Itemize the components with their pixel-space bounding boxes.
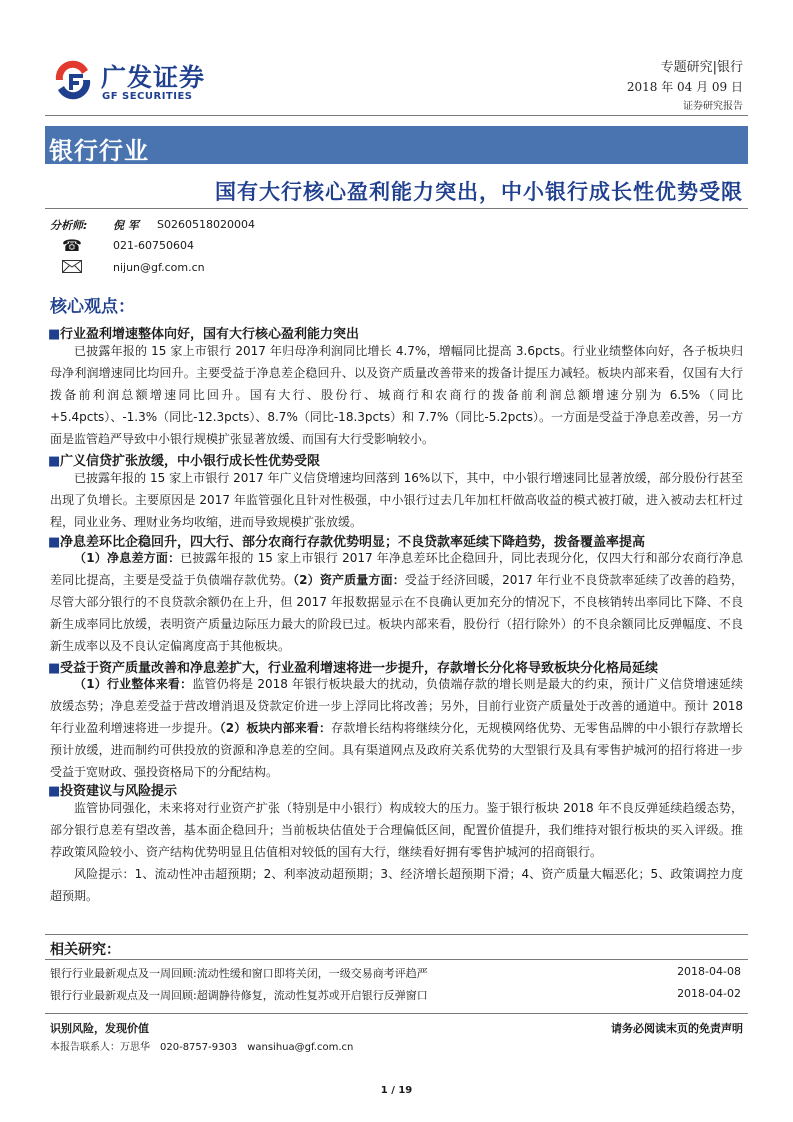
related-divider-top bbox=[45, 934, 748, 935]
footer-contact: 本报告联系人：万思华 020-8757-9303 wansihua@gf.com.cn bbox=[50, 1042, 354, 1053]
industry-banner bbox=[45, 126, 748, 164]
bullet-4-text: （1）行业整体来看：监管仍将是 2018 年银行板块最大的扰动，负债端存款的增长则是最大的约束，预计广义信贷增速延续放缓态势；净息差受益于营改增消退及贷款定价进一步上浮同比将改善；另外，目前行业资产质量处于改善的通道中。预计 2018 年行业盈利增速将进一步提升。（2）板块内部来看：存款增长结构将继续分化，无规模网络优势、无零售品牌的中小银行存款增长预计放缓，进而制约可供投放的资源和净息差的空间。具有渠道网点及政府关系优势的大型银行及具有零售护城河的招行将进一步受益于宽财政、强投资格局下的分配结构。 bbox=[50, 677, 743, 779]
bullet-4-title: ■受益于资产质量改善和净息差扩大，行业盈利增速将进一步提升，存款增长分化将导致板块分化格局延续 bbox=[48, 661, 659, 676]
mail-icon bbox=[62, 260, 82, 273]
related-heading: 相关研究： bbox=[50, 942, 120, 958]
bullet-3-text: （1）净息差方面：已披露年报的 15 家上市银行 2017 年净息差环比企稳回升，同比表现分化，仅四大行和部分农商行净息差同比提高，主要是受益于负债端存款优势。（2）资产质量方面：受益于经济回暖，2017 年行业不良贷款率延续了改善的趋势，尽管大部分银行的不良贷款余额仍在上升，但 2017 年报数据显示在不良确认更加充分的情况下，不良核销转出率同比下降、不良新生成率同比放缓，表明资产质量边际压力最大的阶段已过。板块内部来看，股份行（招行除外）的不良余额同比反弹幅度、不良新生成率以及不良认定偏离度高于其他板块。 bbox=[50, 551, 743, 653]
bullet-2-title: ■广义信贷扩张放缓，中小银行成长性优势受限 bbox=[48, 454, 321, 469]
core-heading: 核心观点： bbox=[50, 297, 135, 317]
analyst-email[interactable]: nijun@gf.com.cn bbox=[113, 261, 205, 274]
footer-slogan: 识别风险，发现价值 bbox=[50, 1022, 149, 1035]
related-item[interactable]: 银行行业最新观点及一周回顾:超调静待修复，流动性复苏或开启银行反弹窗口 bbox=[50, 989, 428, 1002]
industry-name: 银行行业 bbox=[49, 137, 149, 165]
report-title: 国有大行核心盈利能力突出，中小银行成长性优势受限 bbox=[215, 180, 743, 204]
related-item-date: 2018-04-02 bbox=[677, 987, 741, 1000]
phone-icon: ☎ bbox=[62, 236, 82, 255]
logo-chinese-name: 广发证券 bbox=[101, 63, 206, 92]
report-date: 2018 年 04 月 09 日 bbox=[626, 80, 743, 94]
bullet-5-text: 监管协同强化，未来将对行业资产扩张（特别是中小银行）构成较大的压力。鉴于银行板块 2018 年不良反弹延续趋缓态势，部分银行息差有望改善，基本面企稳回升；当前板块估值处于合理偏低区间，配置价值提升，我们维持对银行板块的买入评级。推荐政策风险较小、资产结构优势明显且估值相对较低的国有大行，继续看好拥有零售护城河的招商银行。 风险提示：1、流动性冲击超预期；2、利率波动超预期；3、经济增长超预期下滑；4、资产质量大幅恶化；5、政策调控力度超预期。 bbox=[50, 797, 743, 907]
risk-warning: 风险提示：1、流动性冲击超预期；2、利率波动超预期；3、经济增长超预期下滑；4、资产质量大幅恶化；5、政策调控力度超预期。 bbox=[50, 867, 743, 903]
footer-divider bbox=[45, 1013, 748, 1014]
logo-english-name: GF SECURITIES bbox=[102, 91, 193, 102]
bullet-5-title: ■投资建议与风险提示 bbox=[48, 784, 178, 799]
analyst-id: S0260518020004 bbox=[157, 218, 255, 231]
bullet-1-title: ■行业盈利增速整体向好，国有大行核心盈利能力突出 bbox=[48, 327, 360, 342]
footer-disclaimer[interactable]: 请务必阅读末页的免责声明 bbox=[611, 1022, 743, 1035]
gf-logo-icon bbox=[50, 58, 96, 102]
report-kind: 证券研究报告 bbox=[683, 101, 743, 112]
page-number: 1 / 19 bbox=[380, 1085, 413, 1096]
bullet-1-text: 已披露年报的 15 家上市银行 2017 年归母净利润同比增长 4.7%，增幅同比提高 3.6pcts。行业业绩整体向好，各子板块归母净利润增速同比均回升。主要受益于净息差企稳回升、以及资产质量改善带来的拨备计提压力减轻。板块内部来看，仅国有大行拨备前利润总额增速同比回升。国有大行、股份行、城商行和农商行的拨备前利润总额增速分别为 6.5%（同比+5.4pcts）、-1.3%（同比-12.3pcts）、8.7%（同比-18.3pcts）和 7.7%（同比-5.2pcts）。一方面是受益于净息差改善，另一方面是监管趋严导致中小银行规模扩张显著放缓、而国有大行受影响较小。 bbox=[50, 344, 743, 446]
related-item[interactable]: 银行行业最新观点及一周回顾:流动性缓和窗口即将关闭，一级交易商考评趋严 bbox=[50, 967, 428, 980]
related-item-date: 2018-04-08 bbox=[677, 965, 741, 978]
title-divider bbox=[45, 208, 748, 209]
related-divider bbox=[45, 959, 748, 960]
header-divider bbox=[45, 115, 748, 116]
bullet-2-text: 已披露年报的 15 家上市银行 2017 年广义信贷增速均回落到 16%以下，其中，中小银行增速同比显著放缓，部分股份行甚至出现了负增长。主要原因是 2017 年监管强化且针对性极强，中小银行过去几年加杠杆做高收益的模式被打破，进入被动去杠杆过程，同业业务、理财业务均收缩，进而导致规模扩张放缓。 bbox=[50, 471, 743, 529]
analyst-phone: 021-60750604 bbox=[113, 239, 194, 252]
report-type: 专题研究|银行 bbox=[660, 60, 743, 75]
analyst-name: 倪 军 bbox=[113, 219, 139, 232]
bullet-3-title: ■净息差环比企稳回升，四大行、部分农商行存款优势明显；不良贷款率延续下降趋势，拨备覆盖率提高 bbox=[48, 535, 646, 550]
analyst-label: 分析师: bbox=[50, 219, 88, 232]
